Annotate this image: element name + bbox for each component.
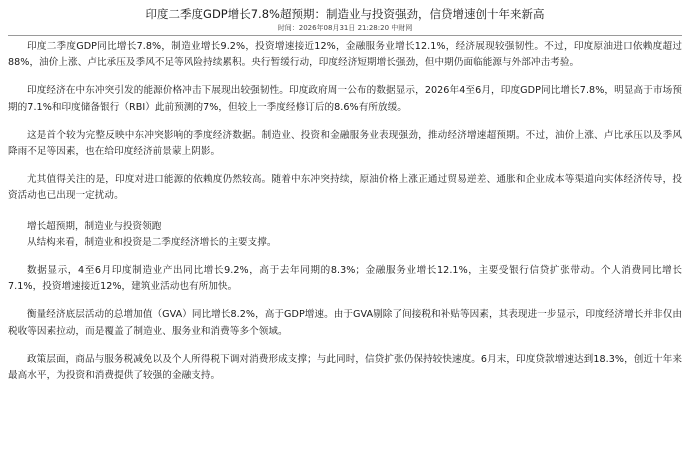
title-divider	[8, 35, 682, 36]
paragraph-structure: 从结构来看，制造业和投资是二季度经济增长的主要支撑。	[27, 236, 277, 248]
paragraph-gdp-data: 印度经济在中东冲突引发的能源价格冲击下展现出较强韧性。印度政府周一公布的数据显示，2026年4至6月，印度GDP同比增长7.8%，明显高于市场预期的7.1%和印度储备银行（RBI）此前预测的7%，但较上一季度经修订后的8.6%有所放缓。	[8, 85, 682, 113]
section-subheading: 增长超预期，制造业与投资领跑	[27, 220, 162, 232]
article-page	[0, 6, 690, 472]
article-title: 印度二季度GDP增长7.8%超预期：制造业与投资强劲，信贷增速创十年来新高	[145, 7, 545, 21]
paragraph-first-quarter-impact: 这是首个较为完整反映中东冲突影响的季度经济数据。制造业、投资和金融服务业表现强劲，推动经济增速超预期。不过，油价上涨、卢比承压以及季风降雨不足等因素，也在给印度经济前景蒙上阴影。	[8, 129, 682, 158]
paragraph-energy-dependence: 尤其值得关注的是，印度对进口能源的依赖度仍然较高。随着中东冲突持续，原油价格上涨正通过贸易逆差、通胀和企业成本等渠道向实体经济传导，投资活动也已出现一定扰动。	[8, 174, 682, 202]
paragraph-gva: 衡量经济底层活动的总增加值（GVA）同比增长8.2%，高于GDP增速。由于GVA剔除了间接税和补贴等因素，其表现进一步显示，印度经济增长并非仅由税收等因素拉动，而是覆盖了制造业、服务业和消费等多个领域。	[8, 309, 682, 337]
paragraph-policy: 政策层面，商品与服务税减免以及个人所得税下调对消费形成支撑；与此同时，信贷扩张仍保持较快速度。6月末，印度贷款增速达到18.3%，创近十年来最高水平，为投资和消费提供了较强的金融支持。	[8, 353, 682, 382]
paragraph-sector-data: 数据显示，4至6月印度制造业产出同比增长9.2%，高于去年同期的8.3%；金融服务业增长12.1%，主要受银行信贷扩张带动。个人消费同比增长7.1%，投资增速接近12%，建筑业活动也有所加快。	[8, 265, 682, 293]
article-meta: 时间：2026年08月31日 21:28:20 中财网	[277, 24, 413, 32]
paragraph-summary: 印度二季度GDP同比增长7.8%，制造业增长9.2%，投资增速接近12%，金融服务业增长12.1%，经济展现较强韧性。不过，印度原油进口依赖度超过88%，油价上涨、卢比承压及季风不足等风险持续累积。央行暂缓行动，印度经济短期增长强劲，但中期仍面临能源与外部冲击考验。	[8, 41, 682, 69]
